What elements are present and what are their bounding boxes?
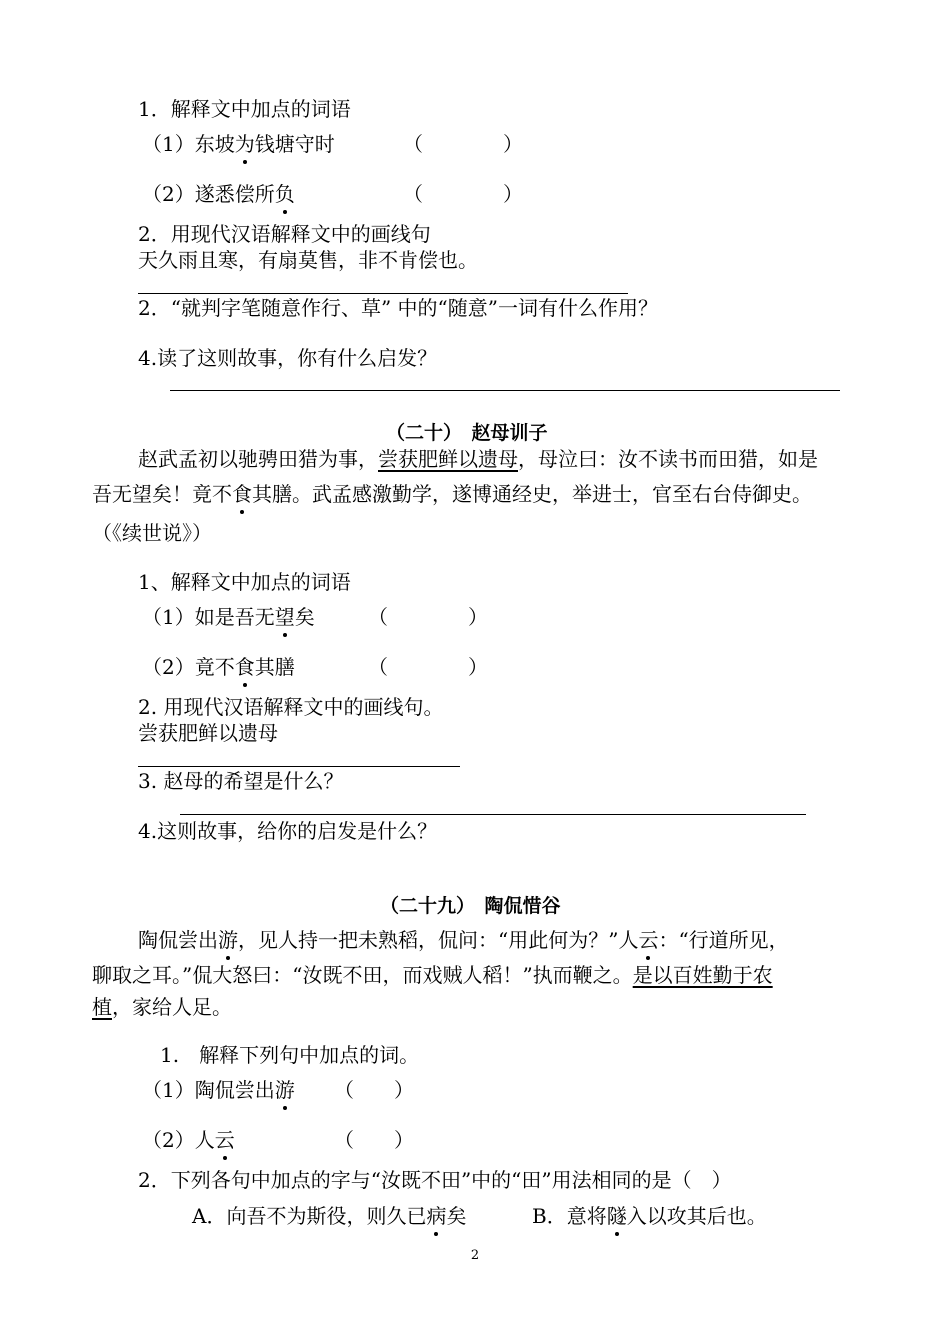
- answer-blank: （ ）: [403, 182, 523, 206]
- dotted-word: 食: [232, 482, 252, 506]
- passage-line: 吾无望矣！竟不食其膳。武孟感激勤学，遂博通经史，举进士，官至右台侍御史。: [92, 482, 812, 506]
- question-2-heading: 2. 用现代汉语解释文中的画线句。: [138, 695, 444, 719]
- section-title: （二十九） 陶侃惜谷: [380, 895, 561, 917]
- answer-blank: （ ）: [403, 132, 523, 156]
- passage-line: 植，家给人足。: [92, 995, 232, 1019]
- dotted-word: 游: [274, 1078, 295, 1102]
- question-1-item-2: （2）遂悉偿所负: [142, 182, 295, 206]
- question-3: 2．“就判字笔随意作行、草” 中的“随意”一词有什么作用？: [138, 296, 658, 320]
- section-title: （二十） 赵母训子: [386, 422, 548, 444]
- question-4: 4.读了这则故事，你有什么启发？: [138, 346, 438, 370]
- question-3: 3. 赵母的希望是什么？: [138, 769, 344, 793]
- question-1-heading: 1. 解释下列句中加点的词。: [160, 1043, 420, 1067]
- question-4: 4.这则故事，给你的启发是什么？: [138, 819, 438, 843]
- dotted-word: 云: [214, 1128, 235, 1152]
- question-1-item-1: （1）如是吾无望矣: [142, 605, 315, 629]
- passage-line: 聊取之耳。”侃大怒曰：“汝既不田，而戏贼人稻！”执而鞭之。是以百姓勤于农: [92, 963, 773, 987]
- question-2-sentence: 天久雨且寒，有扇莫售，非不肯偿也。: [138, 248, 478, 272]
- question-1-item-2: （2）人云: [142, 1128, 235, 1152]
- dotted-word: 食: [234, 655, 255, 679]
- underlined-sentence: 尝获肥鲜以遗母: [378, 447, 518, 471]
- passage-line: 陶侃尝出游，见人持一把未熟稻，侃问：“用此何为？”人云：“行道所见，: [138, 928, 789, 952]
- question-1-item-2: （2）竟不食其膳: [142, 655, 295, 679]
- question-2-sentence: 尝获肥鲜以遗母: [138, 721, 278, 745]
- dotted-word: 云: [638, 928, 659, 952]
- underlined-sentence: 植: [92, 995, 112, 1019]
- question-2-heading: 2．用现代汉语解释文中的画线句: [138, 222, 431, 246]
- passage-source: （《续世说》）: [92, 521, 212, 545]
- question-1-item-1: （1）陶侃尝出游: [142, 1078, 295, 1102]
- question-1-heading: 1、解释文中加点的词语: [138, 570, 351, 594]
- answer-line: [138, 293, 628, 294]
- passage-line: 赵武孟初以驰骋田猎为事，尝获肥鲜以遗母，母泣曰：汝不读书而田猎，如是: [138, 447, 818, 471]
- answer-blank: （ ）: [368, 655, 488, 679]
- question-2: 2．下列各句中加点的字与“汝既不田”中的“田”用法相同的是（ ）: [138, 1168, 732, 1192]
- option-a: A．向吾不为斯役，则久已病矣: [192, 1204, 467, 1228]
- answer-blank: （ ）: [334, 1078, 414, 1102]
- underlined-sentence: 是以百姓勤于农: [632, 963, 773, 987]
- question-1-heading: 1．解释文中加点的词语: [138, 97, 351, 121]
- answer-blank: （ ）: [334, 1128, 414, 1152]
- answer-line: [180, 814, 806, 815]
- dotted-word: 隧: [606, 1204, 627, 1228]
- dotted-word: 病: [426, 1204, 447, 1228]
- dotted-word: 望: [274, 605, 295, 629]
- option-b: B．意将隧入以攻其后也。: [532, 1204, 767, 1228]
- dotted-word: 负: [274, 182, 295, 206]
- dotted-word: 游: [218, 928, 238, 952]
- answer-line: [138, 766, 460, 767]
- dotted-word: 为: [234, 132, 255, 156]
- page-number: 2: [470, 1248, 480, 1263]
- question-1-item-1: （1）东坡为钱塘守时: [142, 132, 335, 156]
- answer-blank: （ ）: [368, 605, 488, 629]
- answer-line: [170, 390, 840, 391]
